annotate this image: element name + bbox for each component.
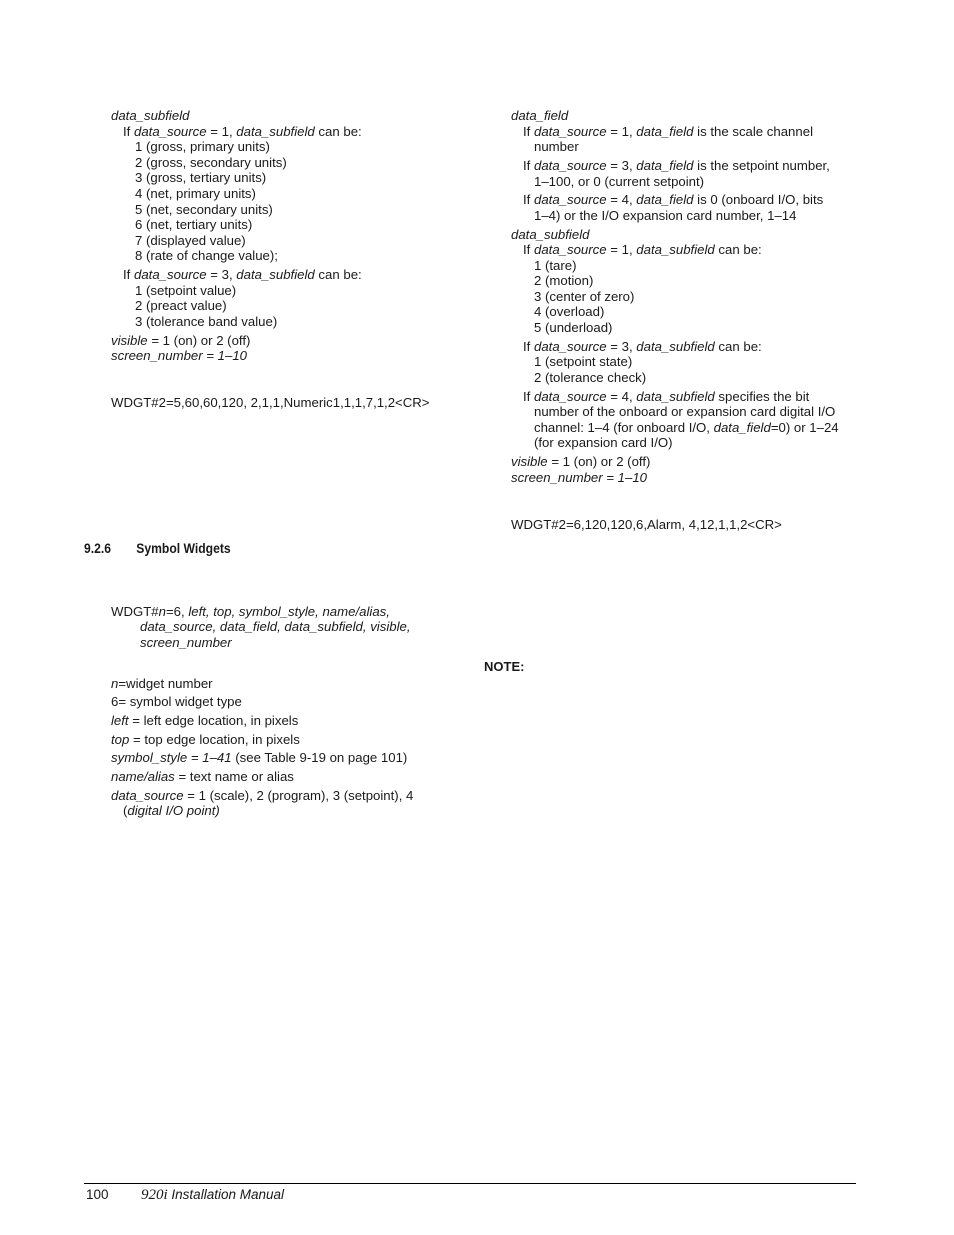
subfield-if3-cont2: channel: 1–4 (for onboard I/O, data_field=0) or 1–24 xyxy=(534,420,839,435)
section-title: Symbol Widgets xyxy=(136,541,231,556)
visible-param: visible = 1 (on) or 2 (off) xyxy=(111,333,251,348)
section-number: 9.2.6 xyxy=(84,541,112,556)
subfield-title: data_subfield xyxy=(111,108,190,123)
list-item: 1 (setpoint state) xyxy=(534,354,633,369)
subfield-if3-cont3: (for expansion card I/O) xyxy=(534,435,673,450)
param-left: left = left edge location, in pixels xyxy=(111,713,299,728)
subfield-if3: If data_source = 4, data_subfield specifies the bit xyxy=(523,389,810,404)
list-item: 7 (displayed value) xyxy=(135,233,246,248)
param-data-source-cont: (digital I/O point) xyxy=(123,803,220,818)
list-item: 1 (tare) xyxy=(534,258,577,273)
list-item: 2 (gross, secondary units) xyxy=(135,155,287,170)
list-item: 1 (setpoint value) xyxy=(135,283,237,298)
example-command: WDGT#2=5,60,60,120, 2,1,1,Numeric1,1,1,7,1,2<CR> xyxy=(111,395,430,410)
footer-rule xyxy=(84,1183,856,1184)
list-item: 1 (gross, primary units) xyxy=(135,139,270,154)
param-name-alias: name/alias = text name or alias xyxy=(111,769,294,784)
list-item: 5 (underload) xyxy=(534,320,613,335)
field-a3-cont: 1–4) or the I/O expansion card number, 1–14 xyxy=(534,208,797,223)
list-item: 3 (tolerance band value) xyxy=(135,314,278,329)
syntax-line-1: WDGT#n=6, left, top, symbol_style, name/alias, xyxy=(111,604,390,619)
param-top: top = top edge location, in pixels xyxy=(111,732,300,747)
field-a1: If data_source = 1, data_field is the scale channel xyxy=(523,124,813,139)
list-item: 2 (preact value) xyxy=(135,298,227,313)
param-n: n=widget number xyxy=(111,676,213,691)
list-item: 4 (overload) xyxy=(534,304,605,319)
screen-number-param: screen_number = 1–10 xyxy=(511,470,647,485)
param-symbol-style: symbol_style = 1–41 (see Table 9-19 on page 101) xyxy=(111,750,408,765)
field-title: data_field xyxy=(511,108,569,123)
param-type: 6= symbol widget type xyxy=(111,694,242,709)
field-a1-cont: number xyxy=(534,139,579,154)
list-item: 3 (center of zero) xyxy=(534,289,635,304)
section-heading xyxy=(84,541,231,556)
note-label: NOTE: xyxy=(484,659,525,674)
list-item: 2 (tolerance check) xyxy=(534,370,647,385)
screen-number-param: screen_number = 1–10 xyxy=(111,348,247,363)
list-item: 8 (rate of change value); xyxy=(135,248,278,263)
list-item: 3 (gross, tertiary units) xyxy=(135,170,267,185)
subfield-if1: If data_source = 1, data_subfield can be: xyxy=(523,242,762,257)
field-a2: If data_source = 3, data_field is the setpoint number, xyxy=(523,158,830,173)
subfield-if1: If data_source = 1, data_subfield can be: xyxy=(123,124,362,139)
manual-title: 920i Installation Manual xyxy=(141,1187,284,1203)
subfield-title: data_subfield xyxy=(511,227,590,242)
list-item: 5 (net, secondary units) xyxy=(135,202,273,217)
subfield-if2: If data_source = 3, data_subfield can be: xyxy=(523,339,762,354)
subfield-if2: If data_source = 3, data_subfield can be: xyxy=(123,267,362,282)
example-command: WDGT#2=6,120,120,6,Alarm, 4,12,1,1,2<CR> xyxy=(511,517,782,532)
subfield-if3-cont1: number of the onboard or expansion card digital I/O xyxy=(534,404,836,419)
list-item: 4 (net, primary units) xyxy=(135,186,256,201)
list-item: 6 (net, tertiary units) xyxy=(135,217,253,232)
visible-param: visible = 1 (on) or 2 (off) xyxy=(511,454,651,469)
param-data-source: data_source = 1 (scale), 2 (program), 3 (setpoint), 4 xyxy=(111,788,414,803)
syntax-line-2: data_source, data_field, data_subfield, visible, xyxy=(140,619,411,634)
syntax-line-3: screen_number xyxy=(140,635,232,650)
list-item: 2 (motion) xyxy=(534,273,594,288)
page-number: 100 xyxy=(86,1187,109,1202)
field-a3: If data_source = 4, data_field is 0 (onboard I/O, bits xyxy=(523,192,824,207)
field-a2-cont: 1–100, or 0 (current setpoint) xyxy=(534,174,705,189)
